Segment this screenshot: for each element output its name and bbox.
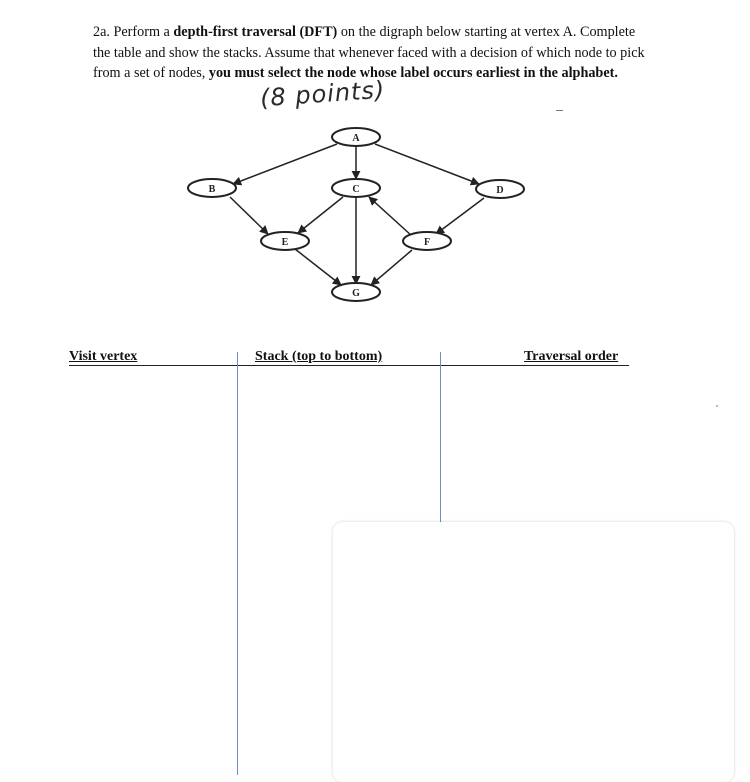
question-bold-rule: you must select the node whose label occurs earliest in the alphabet. bbox=[208, 65, 618, 81]
svg-text:F: F bbox=[423, 237, 431, 248]
svg-text:C: C bbox=[352, 184, 360, 195]
node-c bbox=[332, 179, 380, 197]
digraph bbox=[0, 0, 750, 330]
stray-dot bbox=[716, 405, 718, 407]
edge-d-f bbox=[436, 198, 484, 234]
handwritten-points: (8 points) bbox=[259, 75, 387, 113]
question-part-2: on the digraph below starting at vertex A. Complete the table and show the stacks. Assume that whenever faced with a decision of which node to pick from a set of nodes, bbox=[93, 24, 645, 81]
edge-b-e bbox=[230, 197, 268, 234]
edge-a-d bbox=[375, 144, 479, 184]
stack-header: Stack (top to bottom) bbox=[255, 349, 383, 364]
edge-e-g bbox=[295, 249, 341, 285]
svg-text:G: G bbox=[352, 288, 360, 299]
question-part-1: 2a. Perform a bbox=[93, 24, 174, 40]
blank-overlay-panel bbox=[333, 522, 734, 782]
table-header-rule bbox=[69, 365, 629, 366]
edge-a-b bbox=[233, 144, 337, 184]
column-divider-1 bbox=[237, 352, 238, 775]
node-e bbox=[261, 232, 309, 250]
svg-text:E: E bbox=[281, 237, 289, 248]
visit-vertex-header: Visit vertex bbox=[69, 349, 138, 364]
node-g bbox=[332, 283, 380, 301]
node-a bbox=[332, 128, 380, 146]
svg-text:B: B bbox=[208, 184, 216, 195]
edge-c-e bbox=[298, 197, 343, 233]
node-d bbox=[476, 180, 524, 198]
node-f bbox=[403, 232, 451, 250]
traversal-order-header: Traversal order bbox=[524, 349, 619, 364]
node-b bbox=[188, 179, 236, 197]
svg-text:A: A bbox=[352, 133, 360, 144]
edge-f-c bbox=[369, 197, 412, 236]
edge-f-g bbox=[371, 250, 412, 285]
svg-text:D: D bbox=[496, 185, 504, 196]
question-bold-dft: depth-first traversal (DFT) bbox=[173, 24, 338, 40]
